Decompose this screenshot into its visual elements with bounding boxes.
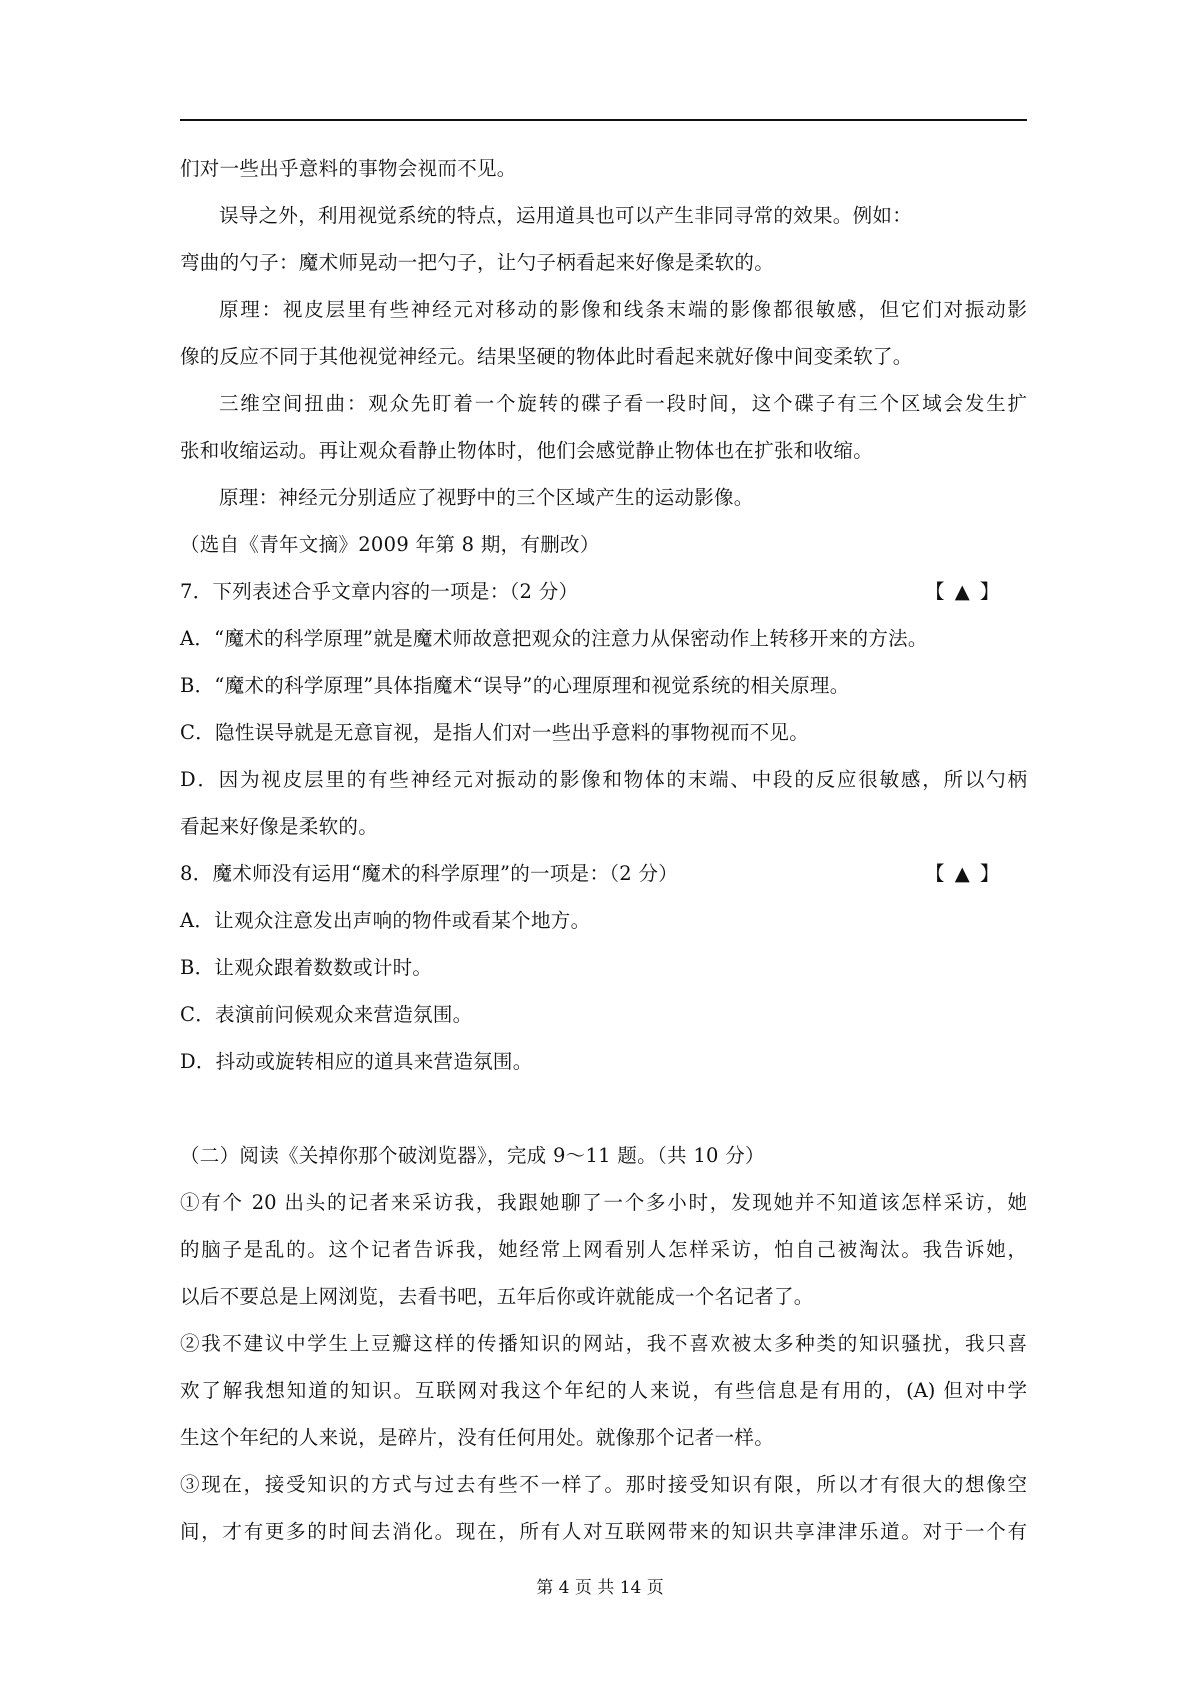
question-8-option-c: C．表演前问候观众来营造氛围。 [180,1003,473,1026]
paragraph-line: 的脑子是乱的。这个记者告诉我，她经常上网看别人怎样采访，怕自己被淘汰。我告诉她， [180,1238,1027,1261]
paragraph-line: 以后不要总是上网浏览，去看书吧，五年后你或许就能成一个名记者了。 [180,1285,814,1308]
passage-line: 误导之外，利用视觉系统的特点，运用道具也可以产生非同寻常的效果。例如： [219,204,913,227]
paragraph-line: ③现在，接受知识的方式与过去有些不一样了。那时接受知识有限，所以才有很大的想像空 [180,1473,1027,1496]
passage-line: 像的反应不同于其他视觉神经元。结果坚硬的物体此时看起来就好像中间变柔软了。 [180,345,913,368]
answer-blank: 【 ▲ 】 [925,580,1002,603]
question-8-option-a: A．让观众注意发出声响的物件或看某个地方。 [180,909,591,932]
passage-line: 原理：视皮层里有些神经元对移动的影像和线条末端的影像都很敏感，但它们对振动影 [219,298,1027,321]
question-8-stem: 8．魔术师没有运用“魔术的科学原理”的一项是：（2 分） [180,862,679,885]
page-footer: 第 4 页 共 14 页 [536,1578,664,1598]
passage-line: 张和收缩运动。再让观众看静止物体时，他们会感觉静止物体也在扩张和收缩。 [180,439,874,462]
question-8-option-d: D．抖动或旋转相应的道具来营造氛围。 [180,1050,533,1073]
passage-line: 弯曲的勺子：魔术师晃动一把勺子，让勺子柄看起来好像是柔软的。 [180,251,775,274]
source-citation: （选自《青年文摘》2009 年第 8 期，有删改） [180,533,600,556]
question-7-option-b: B．“魔术的科学原理”具体指魔术“误导”的心理原理和视觉系统的相关原理。 [180,674,850,697]
passage-line: 们对一些出乎意料的事物会视而不见。 [180,157,517,180]
header-rule [180,119,1027,121]
question-7-option-d-cont: 看起来好像是柔软的。 [180,815,379,838]
paragraph-line: ①有个 20 出头的记者来采访我，我跟她聊了一个多小时，发现她并不知道该怎样采访，她 [180,1191,1027,1214]
paragraph-line: 生这个年纪的人来说，是碎片，没有任何用处。就像那个记者一样。 [180,1426,775,1449]
passage-line: 原理：神经元分别适应了视野中的三个区域产生的运动影像。 [219,486,754,509]
paragraph-line: 欢了解我想知道的知识。互联网对我这个年纪的人来说，有些信息是有用的，(A) 但对中学 [180,1379,1027,1402]
section-heading: （二）阅读《关掉你那个破浏览器》，完成 9～11 题。（共 10 分） [180,1144,765,1167]
question-8-option-b: B．让观众跟着数数或计时。 [180,956,433,979]
paragraph-line: ②我不建议中学生上豆瓣这样的传播知识的网站，我不喜欢被太多种类的知识骚扰，我只喜 [180,1332,1027,1355]
paragraph-line: 间，才有更多的时间去消化。现在，所有人对互联网带来的知识共享津津乐道。对于一个有 [180,1520,1027,1543]
question-7-stem: 7．下列表述合乎文章内容的一项是：（2 分） [180,580,579,603]
answer-blank: 【 ▲ 】 [925,862,1002,885]
question-7-option-c: C．隐性误导就是无意盲视，是指人们对一些出乎意料的事物视而不见。 [180,721,810,744]
question-7-option-a: A．“魔术的科学原理”就是魔术师故意把观众的注意力从保密动作上转移开来的方法。 [180,627,928,650]
passage-line: 三维空间扭曲：观众先盯着一个旋转的碟子看一段时间，这个碟子有三个区域会发生扩 [219,392,1027,415]
question-7-option-d: D．因为视皮层里的有些神经元对振动的影像和物体的末端、中段的反应很敏感，所以勺柄 [180,768,1027,791]
